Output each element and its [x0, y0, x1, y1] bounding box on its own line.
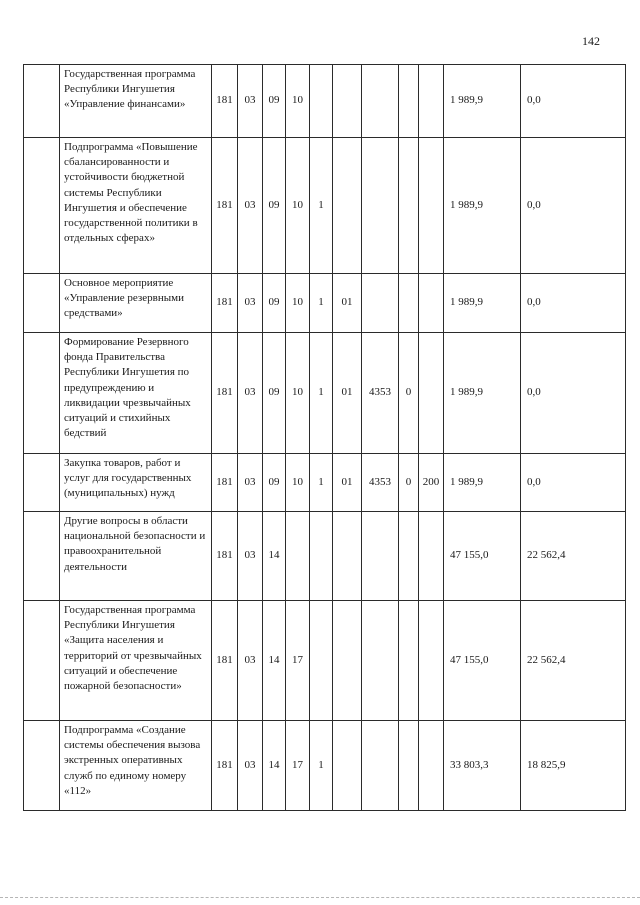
blank-cell [24, 601, 60, 721]
program-code: 10 [286, 333, 310, 454]
table-row [24, 721, 626, 811]
activity-code [333, 601, 362, 721]
table-row [24, 512, 626, 601]
row-name: Основное мероприятие «Управление резервными средствами» [60, 274, 212, 333]
subsection-code: 09 [263, 274, 286, 333]
table-row [24, 138, 626, 274]
direction-code [362, 512, 399, 601]
extra-code: 0 [399, 333, 419, 454]
section-code: 03 [238, 65, 263, 138]
subprogram-code [310, 512, 333, 601]
subprogram-code [310, 601, 333, 721]
subprogram-code: 1 [310, 274, 333, 333]
activity-code: 01 [333, 274, 362, 333]
subprogram-code: 1 [310, 333, 333, 454]
executed-amount: 22 562,4 [521, 512, 626, 601]
blank-cell [24, 65, 60, 138]
activity-code: 01 [333, 333, 362, 454]
direction-code: 4353 [362, 454, 399, 512]
planned-amount: 1 989,9 [444, 454, 521, 512]
program-code [286, 512, 310, 601]
subsection-code: 09 [263, 454, 286, 512]
row-name: Закупка товаров, работ и услуг для государственных (муниципальных) нужд [60, 454, 212, 512]
ministry-code: 181 [212, 274, 238, 333]
row-name: Подпрограмма «Создание системы обеспечения вызова экстренных оперативных служб по единому номеру «112» [60, 721, 212, 811]
extra-code [399, 65, 419, 138]
expense-type-code [419, 333, 444, 454]
ministry-code: 181 [212, 601, 238, 721]
expense-type-code [419, 274, 444, 333]
ministry-code: 181 [212, 138, 238, 274]
planned-amount: 1 989,9 [444, 65, 521, 138]
executed-amount: 18 825,9 [521, 721, 626, 811]
ministry-code: 181 [212, 333, 238, 454]
section-code: 03 [238, 512, 263, 601]
row-name: Формирование Резервного фонда Правительства Республики Ингушетия по предупреждению и ликвидации чрезвычайных ситуаций и стихийных бедствий [60, 333, 212, 454]
section-code: 03 [238, 721, 263, 811]
table-row [24, 274, 626, 333]
expense-type-code [419, 601, 444, 721]
executed-amount: 0,0 [521, 454, 626, 512]
blank-cell [24, 274, 60, 333]
page-number: 142 [582, 34, 600, 48]
table-row [24, 454, 626, 512]
subsection-code: 14 [263, 721, 286, 811]
table-row [24, 333, 626, 454]
subsection-code: 09 [263, 138, 286, 274]
program-code: 10 [286, 454, 310, 512]
row-name: Государственная программа Республики Ингушетия «Управление финансами» [60, 65, 212, 138]
section-code: 03 [238, 138, 263, 274]
expense-type-code [419, 721, 444, 811]
extra-code [399, 601, 419, 721]
scan-edge-line [0, 897, 640, 898]
direction-code [362, 601, 399, 721]
ministry-code: 181 [212, 512, 238, 601]
row-name: Другие вопросы в области национальной безопасности и правоохранительной деятельности [60, 512, 212, 601]
planned-amount: 1 989,9 [444, 333, 521, 454]
executed-amount: 0,0 [521, 65, 626, 138]
program-code: 10 [286, 65, 310, 138]
activity-code [333, 65, 362, 138]
activity-code [333, 138, 362, 274]
table-row [24, 601, 626, 721]
section-code: 03 [238, 333, 263, 454]
direction-code [362, 138, 399, 274]
subsection-code: 14 [263, 601, 286, 721]
ministry-code: 181 [212, 65, 238, 138]
planned-amount: 33 803,3 [444, 721, 521, 811]
program-code: 10 [286, 138, 310, 274]
blank-cell [24, 454, 60, 512]
blank-cell [24, 138, 60, 274]
program-code: 17 [286, 601, 310, 721]
ministry-code: 181 [212, 454, 238, 512]
program-code: 10 [286, 274, 310, 333]
table-row [24, 65, 626, 138]
section-code: 03 [238, 274, 263, 333]
extra-code [399, 138, 419, 274]
direction-code [362, 274, 399, 333]
direction-code [362, 65, 399, 138]
expense-type-code: 200 [419, 454, 444, 512]
expense-type-code [419, 512, 444, 601]
subprogram-code [310, 65, 333, 138]
executed-amount: 0,0 [521, 333, 626, 454]
extra-code [399, 274, 419, 333]
expense-type-code [419, 138, 444, 274]
blank-cell [24, 512, 60, 601]
section-code: 03 [238, 454, 263, 512]
subprogram-code: 1 [310, 138, 333, 274]
program-code: 17 [286, 721, 310, 811]
section-code: 03 [238, 601, 263, 721]
planned-amount: 1 989,9 [444, 138, 521, 274]
planned-amount: 47 155,0 [444, 512, 521, 601]
subprogram-code: 1 [310, 721, 333, 811]
subsection-code: 09 [263, 333, 286, 454]
direction-code [362, 721, 399, 811]
activity-code: 01 [333, 454, 362, 512]
blank-cell [24, 333, 60, 454]
executed-amount: 0,0 [521, 274, 626, 333]
subsection-code: 14 [263, 512, 286, 601]
ministry-code: 181 [212, 721, 238, 811]
subsection-code: 09 [263, 65, 286, 138]
activity-code [333, 512, 362, 601]
executed-amount: 22 562,4 [521, 601, 626, 721]
extra-code [399, 721, 419, 811]
planned-amount: 47 155,0 [444, 601, 521, 721]
expense-type-code [419, 65, 444, 138]
extra-code [399, 512, 419, 601]
row-name: Государственная программа Республики Ингушетия «Защита населения и территорий от чрезвычайных ситуаций и обеспечение пожарной безопасности» [60, 601, 212, 721]
direction-code: 4353 [362, 333, 399, 454]
executed-amount: 0,0 [521, 138, 626, 274]
row-name: Подпрограмма «Повышение сбалансированности и устойчивости бюджетной системы Республики Ингушетия и обеспечение государственной политики в отдельных сферах» [60, 138, 212, 274]
planned-amount: 1 989,9 [444, 274, 521, 333]
budget-table [23, 64, 626, 811]
subprogram-code: 1 [310, 454, 333, 512]
activity-code [333, 721, 362, 811]
extra-code: 0 [399, 454, 419, 512]
blank-cell [24, 721, 60, 811]
